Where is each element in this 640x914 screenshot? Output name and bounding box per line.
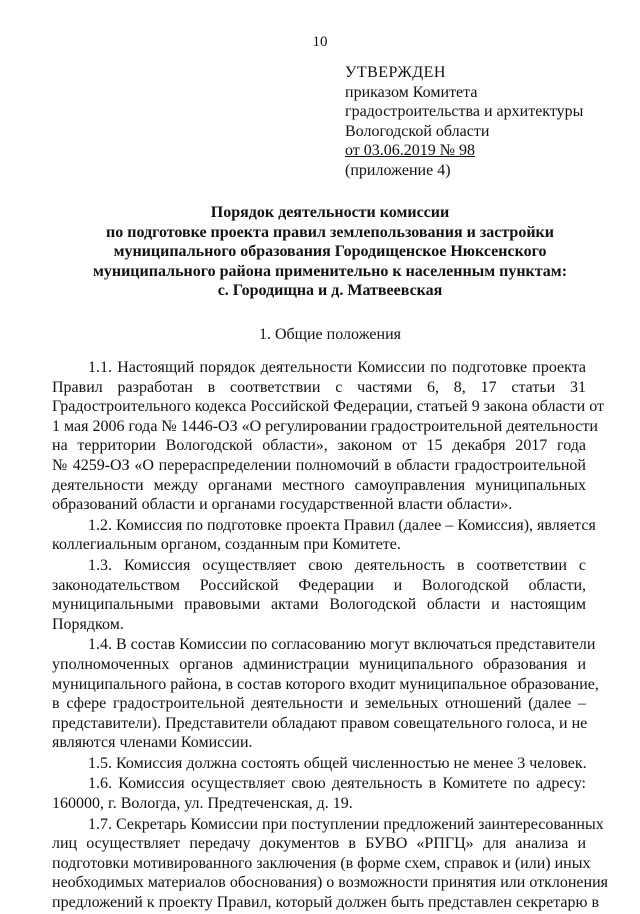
paragraph-line: на территории Вологодской области», законом от 15 декабря 2017 года <box>52 437 586 455</box>
title-line: муниципального образования Городищенское Нюксенского <box>113 243 547 260</box>
paragraph-line: предложений к проекту Правил, который должен быть представлен секретарю в <box>52 894 600 912</box>
paragraph-1-6 <box>52 774 586 813</box>
title-line: по подготовке проекта правил землепользования и застройки <box>106 223 554 241</box>
approval-heading: УТВЕРЖДЕН <box>345 64 446 81</box>
paragraph-line: 1.3. Комиссия осуществляет свою деятельность в соответствии с <box>88 556 586 574</box>
paragraph-line: коллегиальным органом, созданным при Комитете. <box>52 536 401 554</box>
paragraph-line: подготовки мотивированного заключения (в форме схем, справок и (или) иных <box>52 854 591 872</box>
paragraph-1-5 <box>52 754 586 774</box>
paragraph-line: 1.1. Настоящий порядок деятельности Комиссии по подготовке проекта <box>88 359 586 376</box>
paragraph-line: 1.2. Комиссия по подготовке проекта Правил (далее – Комиссия), является <box>88 516 596 534</box>
paragraph-line: 1.7. Секретарь Комиссии при поступлении предложений заинтересованных <box>88 815 604 833</box>
approval-appendix: (приложение 4) <box>345 161 451 179</box>
title-line: с. Городищна и д. Матвеевская <box>217 282 443 299</box>
approval-stamp <box>345 63 625 180</box>
paragraph-line: уполномоченных органов администрации муниципального образования и <box>52 655 586 673</box>
paragraph-line: Градостроительного кодекса Российской Федерации, статьей 9 закона области от <box>52 398 605 416</box>
paragraph-line: 1 мая 2006 года № 1446-ОЗ «О регулировании градостроительной деятельности <box>52 417 598 435</box>
approval-line: Вологодской области <box>345 122 490 140</box>
paragraph-line: являются членами Комиссии. <box>52 734 253 752</box>
paragraph-line: лиц осуществляет передачу документов в БУВО «РПГЦ» для анализа и <box>52 835 586 853</box>
document-body <box>52 358 608 914</box>
paragraph-line: Порядком. <box>52 615 124 633</box>
paragraph-1-3 <box>52 556 586 634</box>
paragraph-line: 1.4. В состав Комиссии по согласованию могут включаться представители <box>88 636 596 654</box>
approval-line: приказом Комитета <box>345 83 478 101</box>
paragraph-1-2 <box>52 516 596 555</box>
paragraph-1-1 <box>52 358 605 515</box>
page-number: 10 <box>312 34 328 50</box>
paragraph-1-4 <box>52 635 599 753</box>
paragraph-line: № 4259-ОЗ «О перераспределении полномочий в области градостроительной <box>52 456 586 474</box>
paragraph-line: Правил разработан в соответствии с частями 6, 8, 17 статьи 31 <box>52 378 586 396</box>
title-line: муниципального района применительно к населенным пунктам: <box>92 262 568 280</box>
paragraph-line: в сфере градостроительной деятельности и земельных отношений (далее – <box>52 695 586 713</box>
paragraph-line: 1.6. Комиссия осуществляет свою деятельность в Комитете по адресу: <box>88 775 586 793</box>
document-title <box>40 203 620 301</box>
paragraph-line: 1.5. Комиссия должна состоять общей численностью не менее 3 человек. <box>88 754 587 772</box>
approval-line: градостроительства и архитектуры <box>345 103 584 120</box>
paragraph-1-7 <box>52 815 608 913</box>
paragraph-line: образований области и органами государственной власти области». <box>52 496 513 514</box>
paragraph-line: необходимых материалов обоснования) о возможности принятия или отклонения <box>52 874 608 892</box>
paragraph-line: представители). Представители обладают правом совещательного голоса, и не <box>52 714 588 732</box>
paragraph-line: муниципальными правовыми актами Вологодской области и настоящим <box>52 596 586 614</box>
paragraph-line: 160000, г. Вологда, ул. Предтеченская, д. 19. <box>52 795 353 813</box>
approval-order-date: от 03.06.2019 № 98 <box>345 142 476 159</box>
title-line: Порядок деятельности комиссии <box>210 204 450 221</box>
paragraph-line: деятельности между органами местного самоуправления муниципальных <box>52 476 586 494</box>
paragraph-line: муниципального района, в состав которого входит муниципальное образование, <box>52 675 599 693</box>
paragraph-line: законодательством Российской Федерации и Вологодской области, <box>52 576 586 594</box>
section-heading: 1. Общие положения <box>258 326 402 343</box>
